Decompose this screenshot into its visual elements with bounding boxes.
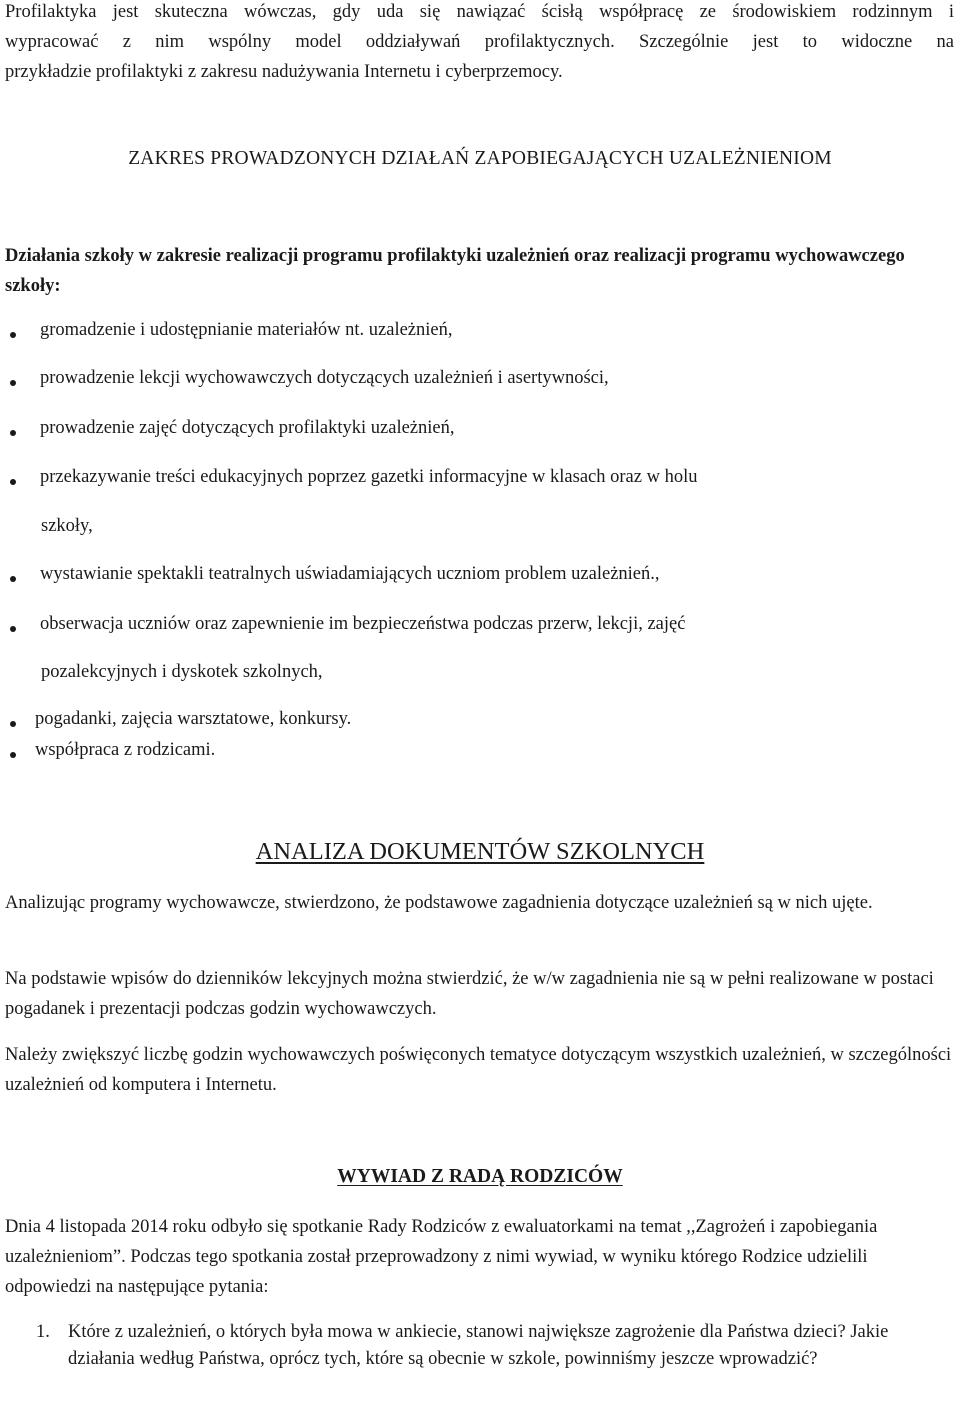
list-item-number: 1.: [36, 1322, 50, 1342]
bullet-icon: [10, 721, 16, 727]
intro-line-3: przykładzie profilaktyki z zakresu nadużywania Internetu i cyberprzemocy.: [5, 62, 563, 82]
list-item-text: Które z uzależnień, o których była mowa w ankiecie, stanowi największe zagrożenie dla Państwa dzieci? Jakie działania według Państwa, oprócz tych, które są obecnie w szkole, powinniśmy jeszcze wprowadzić?: [68, 1322, 889, 1369]
analiza-paragraph-2: Na podstawie wpisów do dzienników lekcyjnych można stwierdzić, że w/w zagadnienia nie są w pełni realizowane w postaci pogadanek i prezentacji podczas godzin wychowawczych.: [5, 969, 934, 1019]
intro-line-1: Profilaktyka jest skuteczna wówczas, gdy uda się nawiązać ścisłą współpracę ze środowiskiem rodzinnym i: [5, 2, 954, 22]
analiza-paragraph-1: Analizując programy wychowawcze, stwierdzono, że podstawowe zagadnienia dotyczące uzależnień są w nich ujęte.: [5, 893, 873, 913]
list-item-text: pozalekcyjnych i dyskotek szkolnych,: [41, 662, 323, 682]
section-heading-wywiad: WYWIAD Z RADĄ RODZICÓW: [337, 1166, 623, 1187]
bullet-icon: [10, 626, 16, 632]
list-item-text: szkoły,: [41, 516, 93, 536]
analiza-paragraph-3: Należy zwiększyć liczbę godzin wychowawczych poświęconych tematyce dotyczącym wszystkich uzależnień, w szczególności uzależnień od komputera i Internetu.: [5, 1045, 952, 1095]
section-heading-analiza: ANALIZA DOKUMENTÓW SZKOLNYCH: [255, 838, 705, 865]
wywiad-paragraph: Dnia 4 listopada 2014 roku odbyło się spotkanie Rady Rodziców z ewaluatorkami na temat ,,Zagrożeń i zapobiegania uzależnieniom”. Podczas tego spotkania został przeprowadzony z nimi wywiad, w wyniku którego Rodzice udzielili odpowiedzi na następujące pytania:: [5, 1217, 878, 1297]
list-item-text: obserwacja uczniów oraz zapewnienie im bezpieczeństwa podczas przerw, lekcji, zajęć: [40, 614, 686, 634]
list-item-text: prowadzenie lekcji wychowawczych dotyczących uzależnień i asertywności,: [40, 368, 609, 388]
list-item-text: przekazywanie treści edukacyjnych poprzez gazetki informacyjne w klasach oraz w holu: [40, 467, 698, 487]
numbered-list-item: [0, 1319, 954, 1401]
bullet-icon: [10, 332, 16, 338]
section-heading-zakres: ZAKRES PROWADZONYCH DZIAŁAŃ ZAPOBIEGAJĄCYCH UZALEŻNIENIOM: [128, 148, 832, 169]
list-item-text: wystawianie spektakli teatralnych uświadamiających uczniom problem uzależnień.,: [40, 564, 660, 584]
bullet-icon: [10, 576, 16, 582]
list-item-text: pogadanki, zajęcia warsztatowe, konkursy.: [35, 709, 352, 729]
bullet-icon: [10, 479, 16, 485]
bullet-icon: [10, 430, 16, 436]
intro-line-2: wypracować z nim wspólny model oddziaływań profilaktycznych. Szczególnie jest to widoczne na: [5, 32, 954, 52]
list-item-text: współpraca z rodzicami.: [35, 740, 216, 760]
list-item-text: prowadzenie zajęć dotyczących profilaktyki uzależnień,: [40, 418, 455, 438]
section-intro-zakres: Działania szkoły w zakresie realizacji programu profilaktyki uzależnień oraz realizacji programu wychowawczego szkoły:: [5, 246, 905, 296]
bullet-icon: [10, 752, 16, 758]
list-item-text: gromadzenie i udostępnianie materiałów nt. uzależnień,: [40, 320, 453, 340]
bullet-icon: [10, 380, 16, 386]
